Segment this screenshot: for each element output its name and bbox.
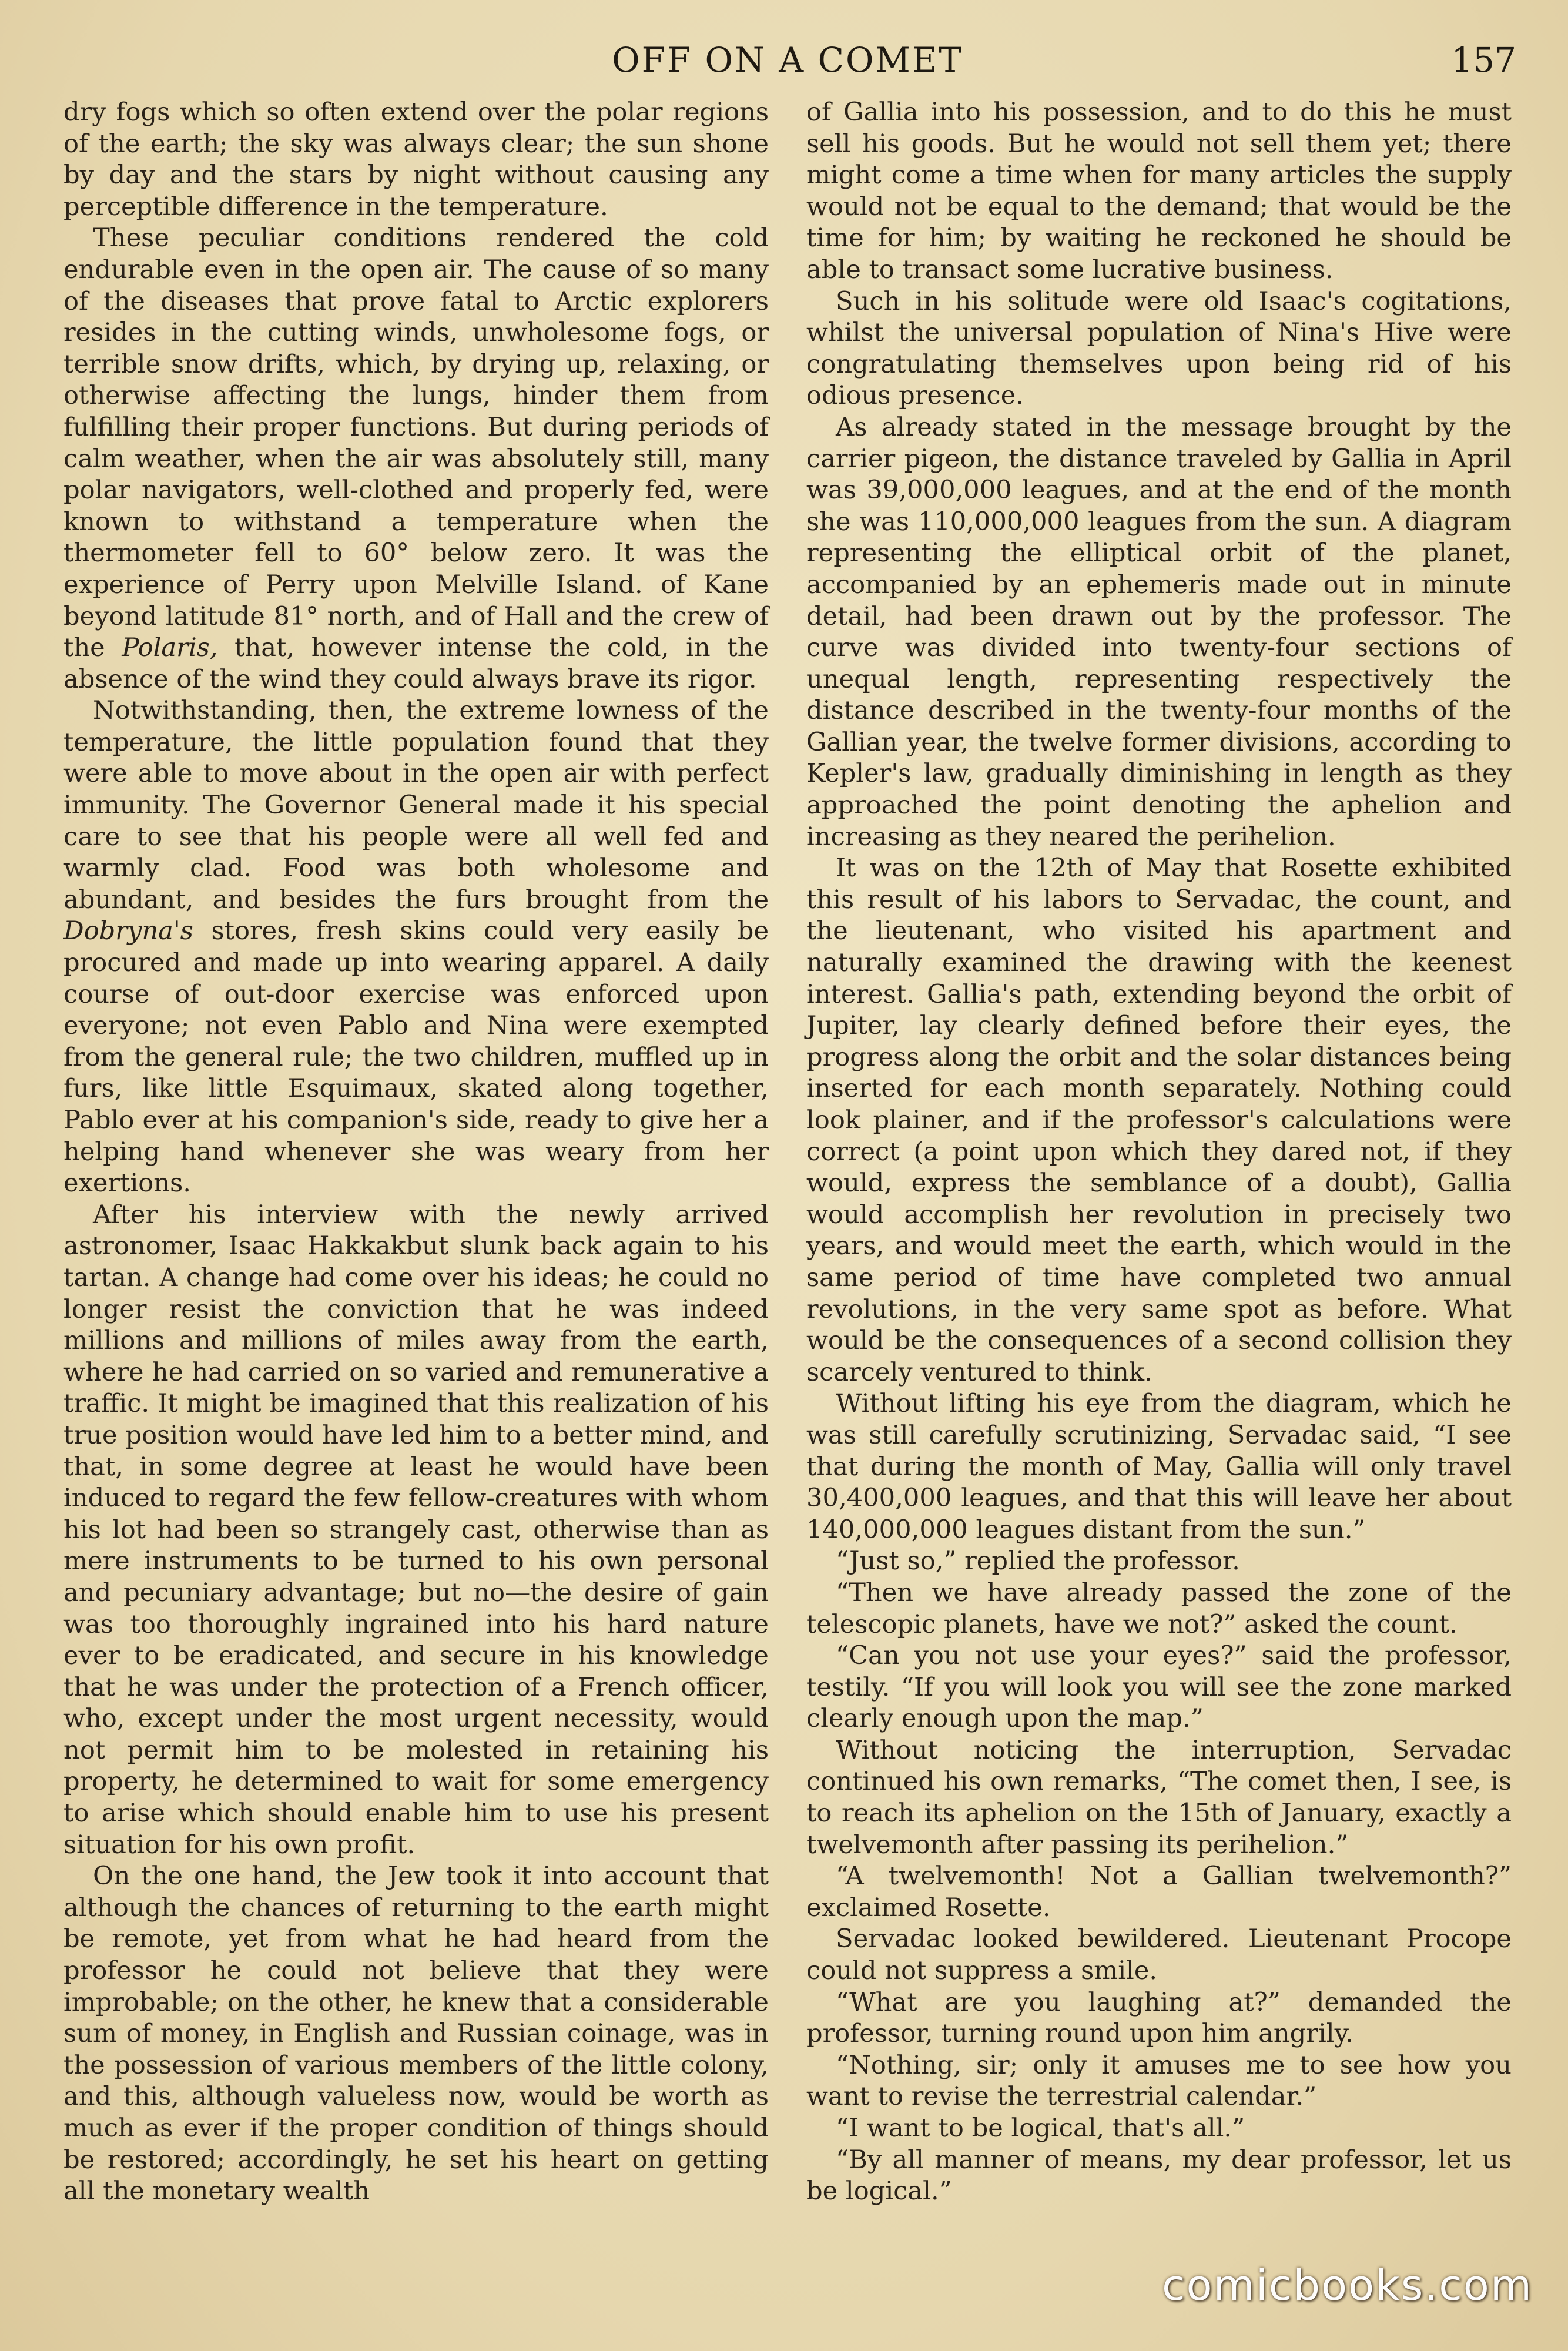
paragraph: of Gallia into his possession, and to do this he must sell his goods. But he would not sell them yet; there might come a time when for many articles the supply would not be equal to the demand; that would be the time for him; by waiting he reckoned he should be able to transact some lucrative business. — [806, 98, 1512, 284]
paragraph: Servadac looked bewildered. Lieutenant Procope could not suppress a smile. — [806, 1924, 1512, 1986]
site-watermark: comicbooks.com — [1161, 2260, 1533, 2310]
paragraph: “What are you laughing at?” demanded the professor, turning round upon him angrily. — [806, 1987, 1512, 2049]
paragraph: “Nothing, sir; only it amuses me to see how you want to revise the terrestrial calendar.” — [806, 2050, 1512, 2112]
page-header — [59, 29, 1516, 94]
paragraph: It was on the 12th of May that Rosette exhibited this result of his labors to Servadac, the count, and the lieutenant, who visited his apartment and naturally examined the drawing with the keenest interest. Gallia's path, extending beyond the orbit of Jupiter, lay clearly defined before their eyes, the progress along the orbit and the solar distances being inserted for each month separately. Nothing could look plainer, and if the professor's calculations were correct (a point upon which they dared not, if they would, express the semblance of a doubt), Gallia would accomplish her revolution in precisely two years, and would meet the earth, which would in the same period of time have completed two annual revolutions, in the very same spot as before. What would be the consequences of a second collision they scarcely ventured to think. — [806, 853, 1512, 1387]
paragraph: Without noticing the interruption, Servadac continued his own remarks, “The comet then, I see, is to reach its aphelion on the 15th of January, exactly a twelvemonth after passing its perihelion.” — [806, 1735, 1512, 1860]
paragraph: Such in his solitude were old Isaac's cogitations, whilst the universal population of Nina's Hive were congratulating themselves upon being rid of his odious presence. — [806, 286, 1512, 411]
paragraph: “Then we have already passed the zone of the telescopic planets, have we not?” asked the count. — [806, 1578, 1512, 1639]
paragraph-text: These peculiar conditions rendered the cold endurable even in the open air. The cause of so many of the diseases that prove fatal to Arctic explorers resides in the cutting winds, unwholesome fogs, or terrible snow drifts, which, by drying up, relaxing, or otherwise affecting the lungs, hinder them from fulfilling their proper functions. But during periods of calm weather, when the air was absolutely still, many polar navigators, well-clothed and properly fed, were known to withstand a temperature when the thermometer fell to 60° below zero. It was the experience of Perry upon Melville Island. of Kane beyond latitude 81° north, and of Hall and the crew of the — [63, 223, 769, 663]
paragraph: Without lifting his eye from the diagram, which he was still carefully scrutinizing, Servadac said, “I see that during the month of May, Gallia will only travel 30,400,000 leagues, and that this will leave her about 140,000,000 leagues distant from the sun.” — [806, 1389, 1512, 1545]
paragraph: “I want to be logical, that's all.” — [836, 2114, 1245, 2143]
paragraph — [63, 223, 769, 695]
ship-name-italic: Dobryna's — [63, 916, 193, 946]
paragraph: dry fogs which so often extend over the polar regions of the earth; the sky was always clear; the sun shone by day and the stars by night without causing any perceptible difference in the temperature. — [63, 98, 769, 222]
paragraph-text: Notwithstanding, then, the extreme lowness of the temperature, the little population found that they were able to move about in the open air with perfect immunity. The Governor General made it his special care to see that his people were all well fed and warmly clad. Food was both wholesome and abundant, and besides the furs brought from the — [63, 696, 769, 915]
paragraph: “By all manner of means, my dear professor, let us be logical.” — [806, 2145, 1512, 2206]
paragraph: As already stated in the message brought by the carrier pigeon, the distance traveled by Gallia in April was 39,000,000 leagues, and at the end of the month she was 110,000,000 leagues from the sun. A diagram representing the elliptical orbit of the planet, accompanied by an ephemeris made out in minute detail, had been drawn out by the professor. The curve was divided into twenty-four sections of unequal length, representing respectively the distance described in the twenty-four months of the Gallian year, the twelve former divisions, according to Kepler's law, gradually diminishing in length as they approached the point denoting the aphelion and increasing as they neared the perihelion. — [806, 412, 1512, 852]
paragraph: “Can you not use your eyes?” said the professor, testily. “If you will look you will see the zone marked clearly enough upon the map.” — [806, 1641, 1512, 1734]
ship-name-italic: Polaris, — [122, 633, 218, 663]
left-column — [63, 97, 769, 2208]
paragraph: “A twelvemonth! Not a Gallian twelvemonth?” exclaimed Rosette. — [806, 1861, 1512, 1923]
paragraph-text: stores, fresh skins could very easily be procured and made up into wearing apparel. A daily course of out-door exercise was enforced upon everyone; not even Pablo and Nina were exempted from the general rule; the two children, muffled up in furs, like little Esquimaux, skated along together, Pablo ever at his companion's side, ready to give her a helping hand whenever she was weary from her exertions. — [63, 916, 769, 1198]
paragraph: After his interview with the newly arrived astronomer, Isaac Hakkakbut slunk back again to his tartan. A change had come over his ideas; he could no longer resist the conviction that he was indeed millions and millions of miles away from the earth, where he had carried on so varied and remunerative a traffic. It might be imagined that this realization of his true position would have led him to a better mind, and that, in some degree at least he would have been induced to regard the few fellow-creatures with whom his lot had been so strangely cast, otherwise than as mere instruments to be turned to his own personal and pecuniary advantage; but no—the desire of gain was too thoroughly ingrained into his hard nature ever to be eradicated, and secure in his knowledge that he was under the protection of a French officer, who, except under the most urgent necessity, would not permit him to be molested in retaining his property, he determined to wait for some emergency to arise which should enable him to use his present situation for his own profit. — [63, 1200, 769, 1860]
paragraph: “Just so,” replied the professor. — [836, 1546, 1240, 1576]
page-number: 157 — [1451, 40, 1516, 80]
running-title: OFF ON A COMET — [612, 40, 963, 80]
paragraph-text: that, however intense the cold, in the absence of the wind they could always brave its rigor. — [63, 633, 769, 694]
paragraph: On the one hand, the Jew took it into account that although the chances of returning to the earth might be remote, yet from what he had heard from the professor he could not believe that they were improbable; on the other, he knew that a considerable sum of money, in English and Russian coinage, was in the possession of various members of the little colony, and this, although valueless now, would be worth as much as ever if the proper condition of things should be restored; accordingly, he set his heart on getting all the monetary wealth — [63, 1861, 769, 2206]
right-column — [806, 97, 1512, 2208]
paragraph — [63, 695, 769, 1200]
